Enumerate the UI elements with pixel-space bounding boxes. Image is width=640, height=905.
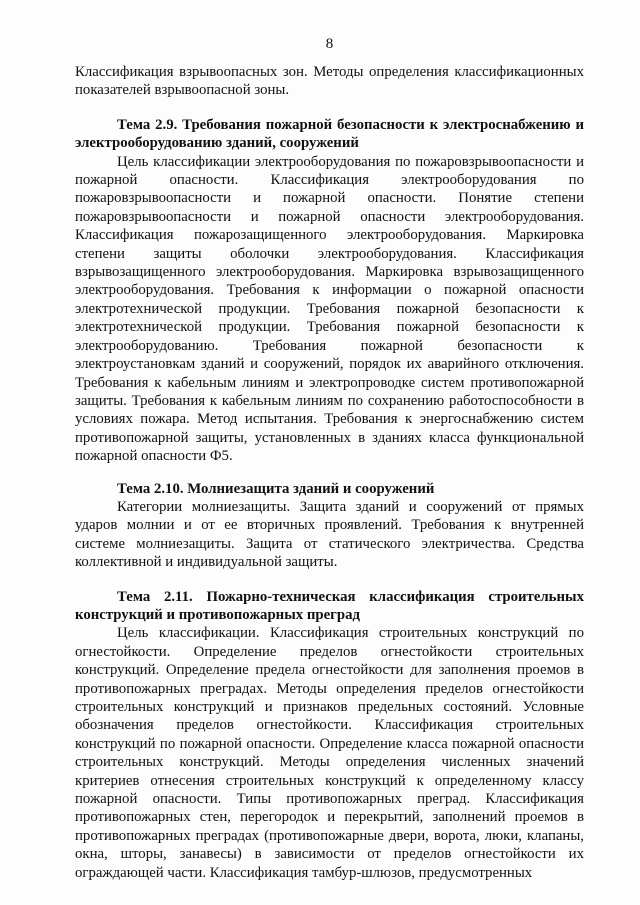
section-heading-2-11: Тема 2.11. Пожарно-техническая классификация строительных конструкций и противопожарных преград — [75, 588, 584, 623]
section-heading-2-9: Тема 2.9. Требования пожарной безопасности к электроснабжению и электрооборудованию зданий, сооружений — [75, 116, 584, 152]
section-body-2-10: Категории молниезащиты. Защита зданий и сооружений от прямых ударов молнии и от ее вторичных проявлений. Требования к внутренней системе молниезащиты. Защита от статического электричества. Средства коллективной и индивидуальной защиты. — [75, 498, 584, 571]
page-number: 8 — [325, 36, 334, 52]
section-body-2-9: Цель классификации электрооборудования по пожаровзрывоопасности и пожарной опасности. Классификация электрооборудования по пожаровзрывоопасности и пожарной опасности. Понятие степени пожаровзрывоопасности и пожарной опасности электрооборудования. Классификация пожарозащищенного электрооборудования. Маркировка степени защиты оболочки электрооборудования. Классификация взрывозащищенного электрооборудования. Маркировка взрывозащищенного электрооборудования. Требования к информации о пожарной опасности электротехнической продукции. Требования пожарной безопасности к электротехнической продукции. Требования пожарной безопасности к электрооборудованию. Требования пожарной безопасности к электроустановкам зданий и сооружений, порядок их аварийного отключения. Требования к кабельным линиям и электропроводке систем противопожарной защиты. Требования к кабельным линиям по сохранению работоспособности в условиях пожара. Метод испытания. Требования к энергоснабжению систем противопожарной защиты, установленных в зданиях класса функциональной пожарной опасности Ф5. — [75, 153, 584, 465]
intro-paragraph: Классификация взрывоопасных зон. Методы определения классификационных показателей взрывоопасной зоны. — [75, 64, 584, 99]
section-body-2-11: Цель классификации. Классификация строительных конструкций по огнестойкости. Определение пределов огнестойкости строительных конструкций. Определение предела огнестойкости для заполнения проемов в противопожарных преградах. Методы определения пределов огнестойкости строительных конструкций и признаков предельных состояний. Условные обозначения пределов огнестойкости. Классификация строительных конструкций по пожарной опасности. Определение класса пожарной опасности строительных конструкций. Методы определения численных значений критериев отнесения строительных конструкций к определенному классу пожарной опасности. Типы противопожарных преград. Классификация противопожарных стен, перегородок и перекрытий, заполнений проемов в противопожарных преградах (противопожарные двери, ворота, люки, клапаны, окна, шторы, занавесы) в зависимости от пределов огнестойкости их ограждающей части. Классификация тамбур-шлюзов, предусмотренных — [75, 625, 584, 881]
section-heading-2-10: Тема 2.10. Молниезащита зданий и сооружений — [117, 480, 435, 497]
